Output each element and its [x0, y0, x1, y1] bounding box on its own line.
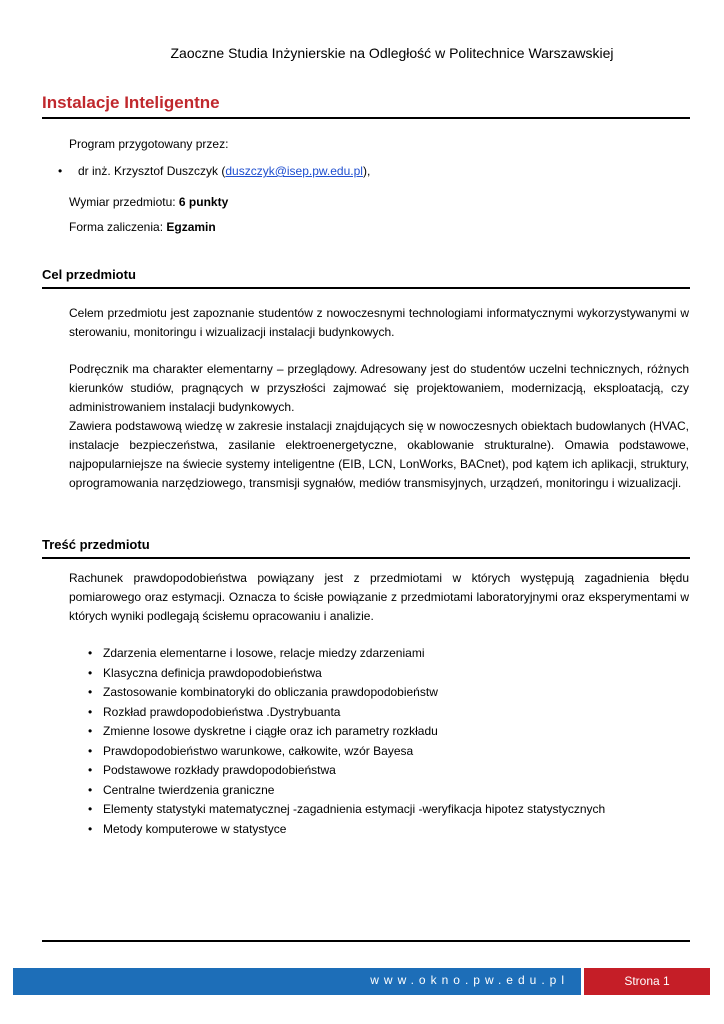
bullet-icon: • [88, 665, 93, 680]
list-item: • Podstawowe rozkłady prawdopodobieństwa [69, 761, 689, 781]
bullet-icon: • [88, 821, 93, 836]
cel-paragraph-2: Podręcznik ma charakter elementarny – przeglądowy. Adresowany jest do studentów uczelni technicznych, różnych kierunków studiów, pragnących w przyszłości zajmować się projektowaniem, modernizacją, eksploatacją, czy administrowaniem instalacji budynkowych. [69, 362, 689, 414]
list-item: • Rozkład prawdopodobieństwa .Dystrybuanta [69, 703, 689, 723]
cel-heading: Cel przedmiotu [42, 267, 136, 282]
bullet-icon: • [88, 646, 93, 660]
footer-url-bar [13, 968, 581, 995]
footer-url-link[interactable]: www.okno.pw.edu.pl [370, 973, 569, 987]
document-title: Instalacje Inteligentne [42, 93, 220, 112]
bullet-icon: • [88, 704, 93, 719]
page-header: Zaoczne Studia Inżynierskie na Odległość w Politechnice Warszawskiej [170, 45, 614, 61]
wymiar-label: Wymiar przedmiotu: [69, 195, 179, 209]
wymiar-line [69, 193, 689, 212]
tresc-list [69, 644, 689, 839]
list-item: • Zastosowanie kombinatoryki do obliczania prawdopodobieństw [69, 683, 689, 703]
tresc-divider [42, 557, 690, 559]
author-line [58, 162, 689, 181]
bullet-icon: • [58, 164, 63, 178]
prepared-by-label: Program przygotowany przez: [69, 137, 229, 151]
list-item: • Elementy statystyki matematycznej -zagadnienia estymacji -weryfikacja hipotez statystycznych [69, 800, 689, 820]
forma-label: Forma zaliczenia: [69, 220, 167, 234]
bullet-icon: • [88, 782, 93, 797]
footer-divider [42, 940, 690, 942]
page-number-badge: Strona 1 [584, 968, 710, 995]
wymiar-value: 6 punkty [178, 195, 229, 209]
cel-divider [42, 287, 690, 289]
bullet-icon: • [88, 763, 93, 777]
list-item: • Zdarzenia elementarne i losowe, relacje miedzy zdarzeniami [69, 644, 689, 664]
list-item: • Centralne twierdzenia graniczne [69, 781, 689, 801]
list-item: • Klasyczna definicja prawdopodobieństwa [69, 664, 689, 684]
tresc-paragraph: Rachunek prawdopodobieństwa powiązany jest z przedmiotami w których występują zagadnienia błędu pomiarowego oraz estymacji. Oznacza to ścisłe powiązanie z przedmiotami laboratoryjnymi oraz eksperymentami w których wyniki podlegają ścisłemu opracowaniu i analizie. [69, 571, 689, 623]
cel-paragraph-3: Zawiera podstawową wiedzę w zakresie instalacji znajdujących się w nowoczesnych obiektach budowlanych (HVAC, instalacje bezpieczeństwa, zasilanie elektroenergetyczne, okablowanie strukturalne). Omawia podstawowe, najpopularniejsze na świecie systemy inteligentne (EIB, LCN, LonWorks, BACnet), pod kątem ich aplikacji, struktury, oprogramowania narzędziowego, transmisji sygnałów, mediów transmisyjnych, urządzeń, monitoringu i wizualizacji. [69, 419, 689, 490]
forma-line [69, 218, 689, 237]
author-name: dr inż. Krzysztof Duszczyk ( [78, 164, 226, 178]
author-email-link[interactable]: duszczyk@isep.pw.edu.pl [225, 164, 363, 178]
bullet-icon: • [88, 802, 93, 816]
title-divider [42, 117, 690, 119]
forma-value: Egzamin [166, 220, 216, 234]
list-item: • Prawdopodobieństwo warunkowe, całkowite, wzór Bayesa [69, 742, 689, 762]
cel-paragraph-1: Celem przedmiotu jest zapoznanie studentów z nowoczesnymi technologiami informatycznymi wykorzystywanymi w sterowaniu, monitoringu i wizualizacji instalacji budynkowych. [69, 306, 689, 339]
author-suffix: ), [362, 164, 371, 178]
list-item: • Metody komputerowe w statystyce [69, 820, 689, 840]
list-item: • Zmienne losowe dyskretne i ciągłe oraz ich parametry rozkładu [69, 722, 689, 742]
bullet-icon: • [88, 685, 93, 699]
tresc-heading: Treść przedmiotu [42, 537, 150, 552]
bullet-icon: • [88, 724, 93, 738]
bullet-icon: • [88, 743, 93, 758]
